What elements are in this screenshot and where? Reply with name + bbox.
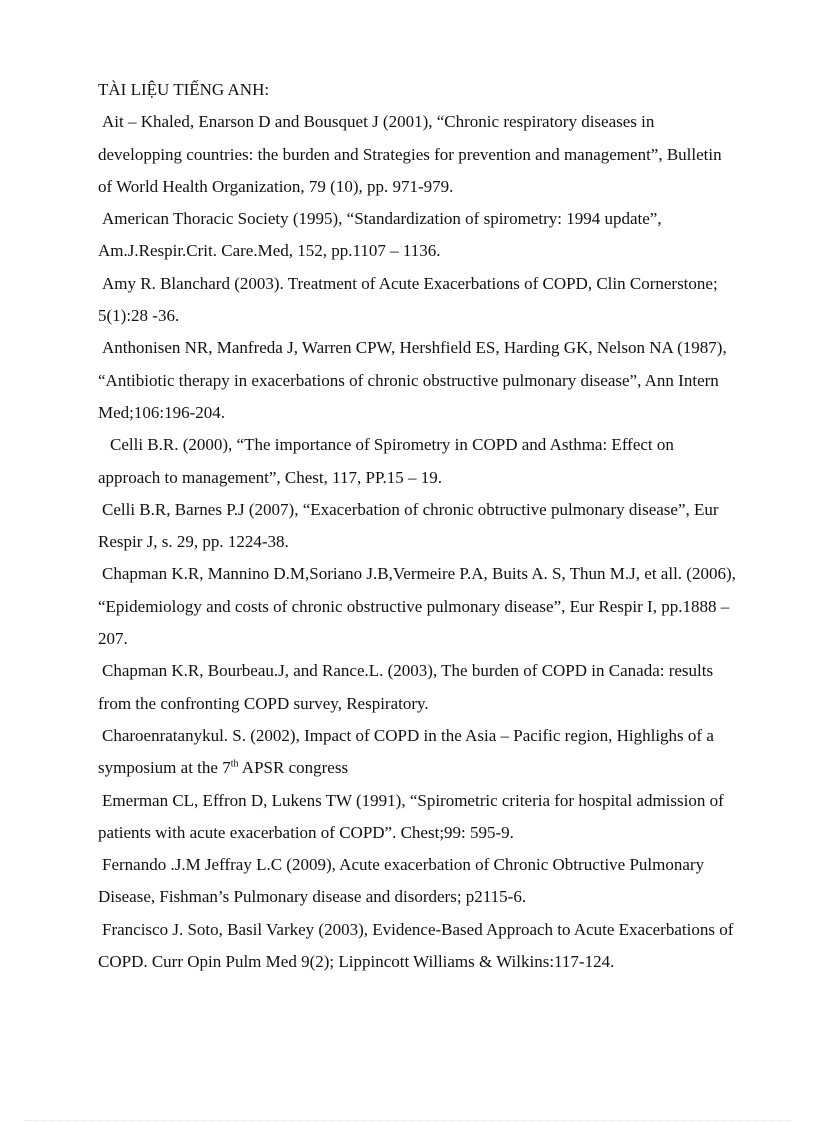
- reference-item: Celli B.R, Barnes P.J (2007), “Exacerbation of chronic obtructive pulmonary disease”, Eur Respir J, s. 29, pp. 1224-38.: [98, 499, 719, 552]
- reference-list: [98, 106, 740, 978]
- reference-text-end: APSR congress: [238, 758, 349, 778]
- reference-item: Ait – Khaled, Enarson D and Bousquet J (2001), “Chronic respiratory diseases in developping countries: the burden and Strategies for prevention and management”, Bulletin of World Health Organization, 79 (10), pp. 971-979.: [98, 112, 722, 196]
- reference-item: Celli B.R. (2000), “The importance of Spirometry in COPD and Asthma: Effect on approach to management”, Chest, 117, PP.15 – 19.: [98, 435, 674, 487]
- reference-item: Anthonisen NR, Manfreda J, Warren CPW, Hershfield ES, Harding GK, Nelson NA (1987), “Antibiotic therapy in exacerbations of chronic obstructive pulmonary disease”, Ann Intern Med;106:196-204.: [98, 338, 727, 422]
- reference-text: Charoenratanykul. S. (2002), Impact of COPD in the Asia – Pacific region, Highlighs of a symposium at the 7: [98, 725, 714, 778]
- ordinal-superscript: th: [230, 758, 239, 770]
- reference-item: Fernando .J.M Jeffray L.C (2009), Acute exacerbation of Chronic Obtructive Pulmonary Disease, Fishman’s Pulmonary disease and disorders; p2115-6.: [98, 855, 705, 907]
- reference-item: American Thoracic Society (1995), “Standardization of spirometry: 1994 update”, Am.J.Respir.Crit. Care.Med, 152, pp.1107 – 1136.: [98, 209, 662, 261]
- reference-item: Emerman CL, Effron D, Lukens TW (1991), “Spirometric criteria for hospital admission of patients with acute exacerbation of COPD”. Chest;99: 595-9.: [98, 790, 724, 842]
- reference-item: Chapman K.R, Mannino D.M,Soriano J.B,Vermeire P.A, Buits A. S, Thun M.J, et all. (2006), “Epidemiology and costs of chronic obstructive pulmonary disease”, Eur Respir I, pp.1888 – 207.: [98, 564, 736, 649]
- reference-item: Chapman K.R, Bourbeau.J, and Rance.L. (2003), The burden of COPD in Canada: results from the confronting COPD survey, Respiratory.: [98, 661, 714, 713]
- section-heading: TÀI LIỆU TIẾNG ANH:: [98, 80, 270, 99]
- reference-item: Francisco J. Soto, Basil Varkey (2003), Evidence-Based Approach to Acute Exacerbations of COPD. Curr Opin Pulm Med 9(2); Lippincott Williams & Wilkins:117-124.: [98, 919, 734, 972]
- reference-item: Amy R. Blanchard (2003). Treatment of Acute Exacerbations of COPD, Clin Cornerstone; 5(1):28 -36.: [98, 273, 718, 326]
- reference-item: [98, 720, 740, 785]
- page-bottom-divider: [24, 1120, 792, 1121]
- document-page: [98, 74, 740, 978]
